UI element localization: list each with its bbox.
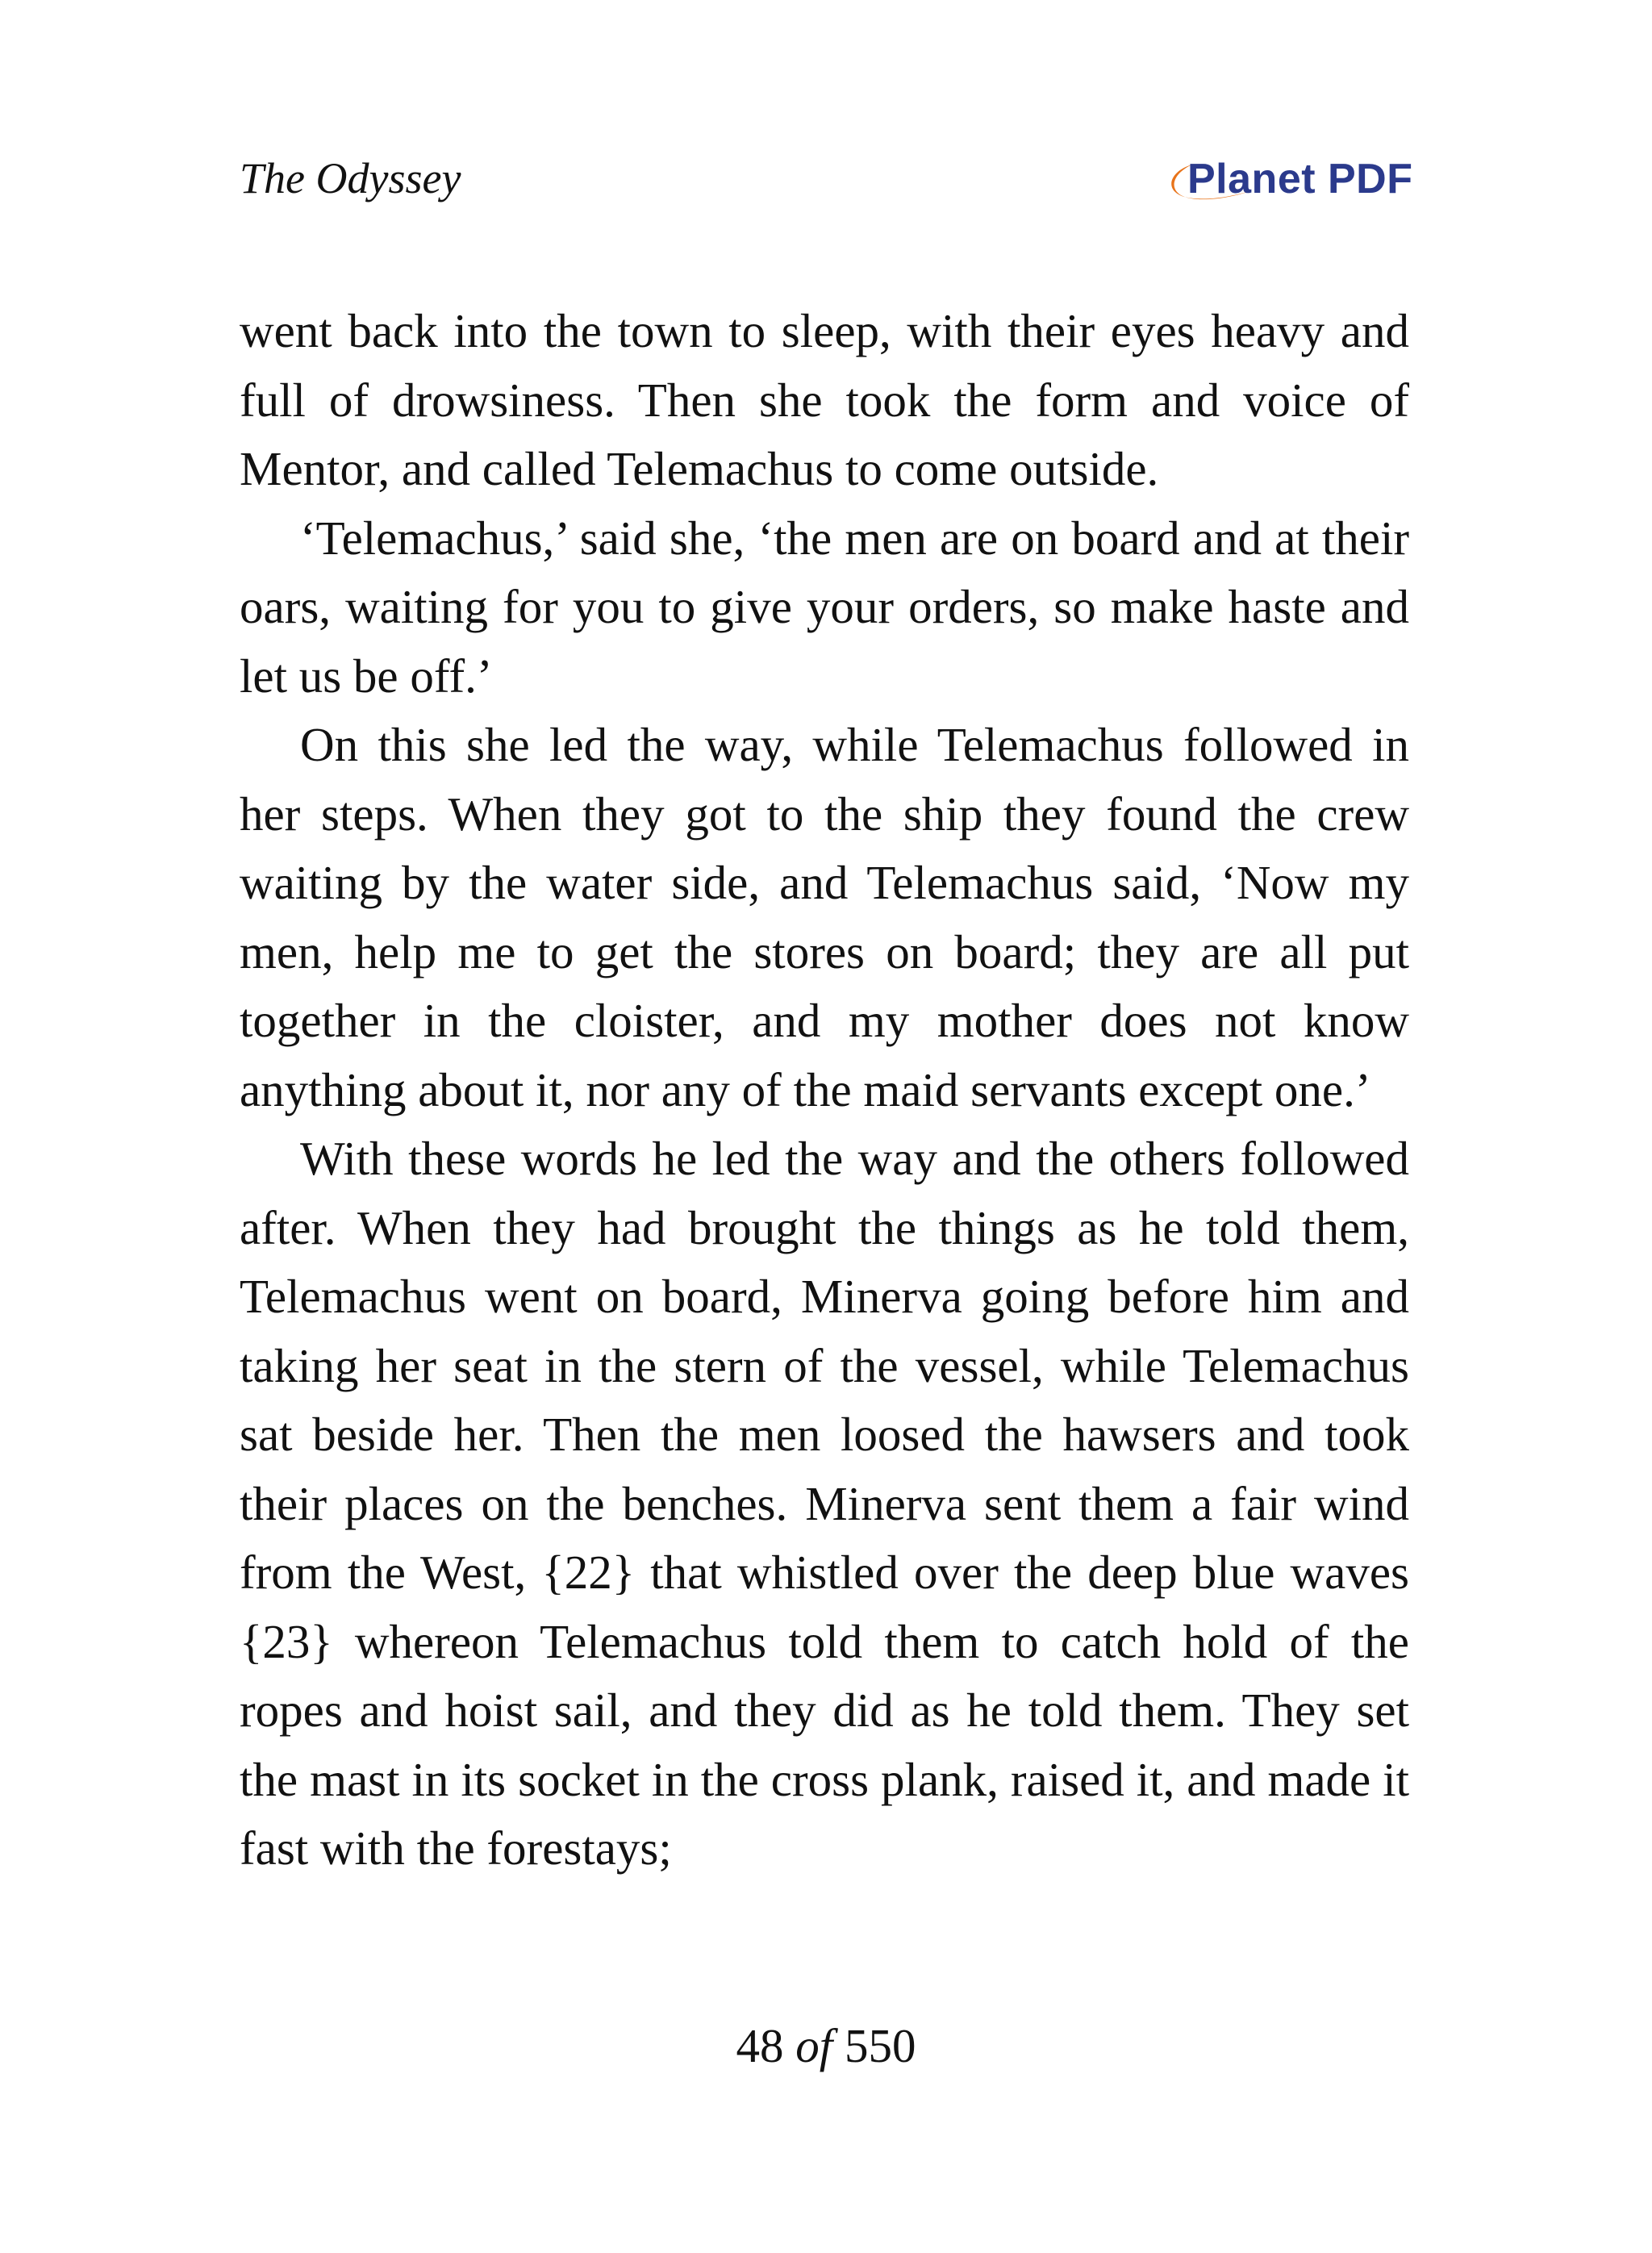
book-title: The Odyssey: [240, 154, 461, 202]
current-page: 48: [736, 2019, 784, 2072]
paragraph: With these words he led the way and the others followed after. When they had brought the things as he told them, Telemachus went on board, Minerva going before him and taking her seat in the stern of the vessel, while Telemachus sat beside her. Then the men loosed the hawsers and took their places on the benches. Minerva sent them a fair wind from the West, {22} that whistled over the deep blue waves {23} whereon Telemachus told them to catch hold of the ropes and hoist sail, and they did as he told them. They set the mast in its socket in the cross plank, raised it, and made it fast with the forestays;: [240, 1132, 1409, 1875]
page-number: [0, 2013, 1652, 2078]
logo-text: Planet PDF: [1187, 156, 1413, 202]
paragraph: went back into the town to sleep, with their eyes heavy and full of drowsiness. Then she took the form and voice of Mentor, and called Telemachus to come outside.: [240, 304, 1409, 495]
planet-pdf-logo: [1163, 150, 1421, 215]
body-text: [240, 297, 1409, 1884]
total-pages: 550: [844, 2019, 916, 2072]
page-of-label: of: [795, 2019, 845, 2072]
paragraph: On this she led the way, while Telemachus followed in her steps. When they got to the ship they found the crew waiting by the water side, and Telemachus said, ‘Now my men, help me to get the stores on board; they are all put together in the cloister, and my mother does not know anything about it, nor any of the maid servants except one.’: [240, 718, 1409, 1116]
paragraph: ‘Telemachus,’ said she, ‘the men are on board and at their oars, waiting for you to give your orders, so make haste and let us be off.’: [240, 511, 1409, 703]
